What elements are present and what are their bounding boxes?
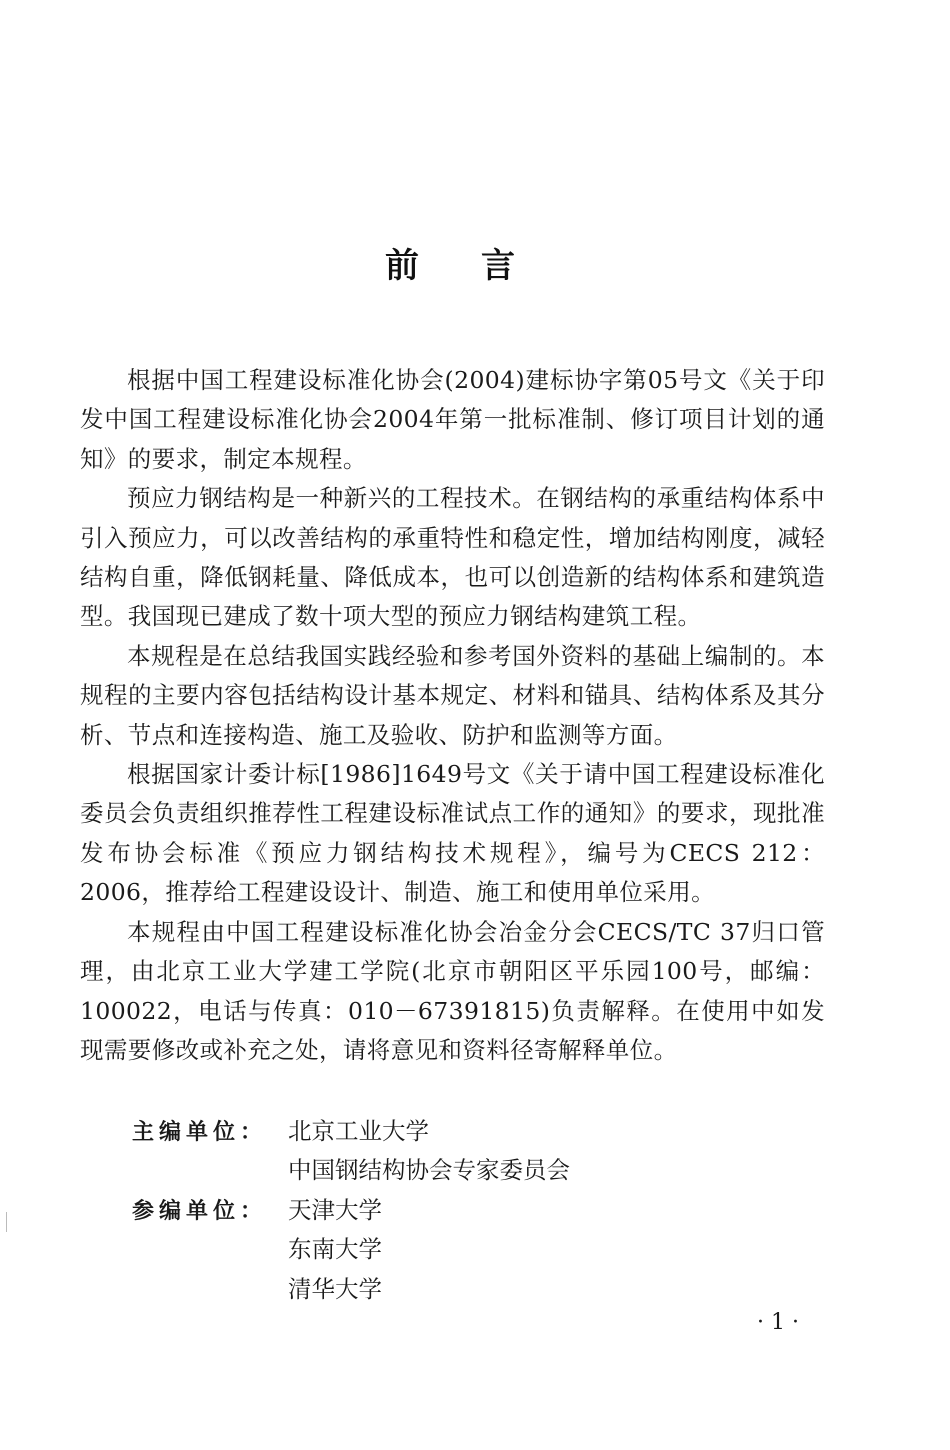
paragraph-4: 根据国家计委计标[1986]1649号文《关于请中国工程建设标准化委员会负责组织推荐性工程建设标准试点工作的通知》的要求，现批准发布协会标准《预应力钢结构技术规程》，编号为CECS 212：2006，推荐给工程建设设计、制造、施工和使用单位采用。	[80, 760, 825, 907]
units-section	[132, 1112, 570, 1309]
chief-units-label: 主编单位：	[132, 1120, 268, 1145]
participating-unit-name: 清华大学	[288, 1274, 382, 1303]
participating-unit-name: 天津大学	[288, 1195, 382, 1224]
participating-units-label: 参编单位：	[132, 1198, 268, 1224]
paragraph-2: 预应力钢结构是一种新兴的工程技术。在钢结构的承重结构体系中引入预应力，可以改善结构的承重特性和稳定性，增加结构刚度，减轻结构自重，降低钢耗量、降低成本，也可以创造新的结构体系和建筑造型。我国现已建成了数十项大型的预应力钢结构建筑工程。	[80, 484, 825, 631]
paragraph-3: 本规程是在总结我国实践经验和参考国外资料的基础上编制的。本规程的主要内容包括结构设计基本规定、材料和锚具、结构体系及其分析、节点和连接构造、施工及验收、防护和监测等方面。	[80, 641, 825, 749]
paragraph-1: 根据中国工程建设标准化协会(2004)建标协字第05号文《关于印发中国工程建设标准化协会2004年第一批标准制、修订项目计划的通知》的要求，制定本规程。	[80, 366, 825, 473]
chief-unit-name: 北京工业大学	[288, 1117, 429, 1145]
page-number: · 1 ·	[757, 1310, 799, 1335]
paragraph-5: 本规程由中国工程建设标准化协会冶金分会CECS/TC 37归口管理，由北京工业大学建工学院(北京市朝阳区平乐园100号，邮编：100022，电话与传真：010－67391815)负责解释。在使用中如发现需要修改或补充之处，请将意见和资料径寄解释单位。	[80, 917, 825, 1064]
preface-body	[80, 361, 825, 1070]
chief-units-list	[288, 1112, 570, 1191]
page-title: 前言	[385, 246, 577, 286]
chief-units-row	[132, 1112, 570, 1191]
participating-unit-name: 东南大学	[288, 1235, 382, 1264]
participating-units-list	[288, 1191, 382, 1309]
scan-artifact-line	[6, 1212, 7, 1232]
participating-units-row	[132, 1191, 570, 1309]
chief-unit-name: 中国钢结构协会专家委员会	[288, 1156, 570, 1185]
